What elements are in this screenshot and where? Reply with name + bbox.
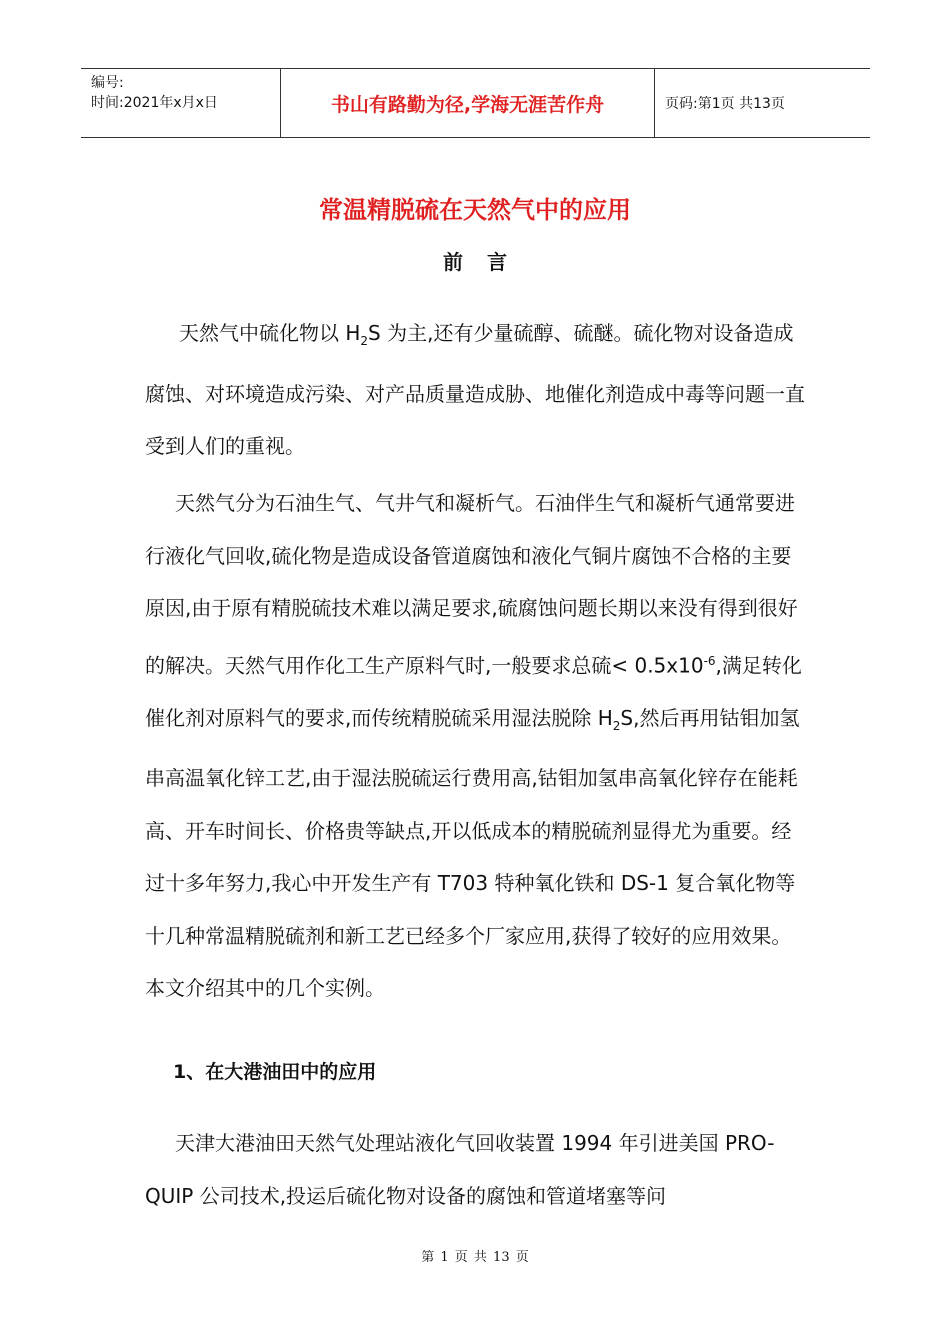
paragraph-3: 天津大港油田天然气处理站液化气回收装置 1994 年引进美国 PRO-QUIP 公司技术,投运后硫化物对设备的腐蚀和管道堵塞等问 (145, 1131, 775, 1208)
document-title: 常温精脱硫在天然气中的应用 (319, 196, 631, 224)
header-page-info: 页码:第1页 共13页 (665, 96, 785, 112)
page-header (81, 68, 870, 138)
number-label: 编号: (91, 75, 124, 91)
header-motto: 书山有路勤为径,学海无涯苦作舟 (281, 69, 655, 137)
date-label: 时间:2021年x月x日 (91, 95, 218, 111)
section-heading-1: 1、在大港油田中的应用 (173, 1061, 377, 1083)
header-meta (81, 69, 281, 137)
document-subtitle: 前言 (443, 250, 531, 274)
paragraph-1: 天然气中硫化物以 $H_2S$ 为主,还有少量硫醇、硫醚。硫化物对设备造成腐蚀、对环境造成污染、对产品质量造成胁、地催化剂造成中毒等问题一直受到人们的重视。 (145, 321, 805, 458)
paragraph-2: 天然气分为石油生气、气井气和凝析气。石油伴生气和凝析气通常要进行液化气回收,硫化物是造成设备管道腐蚀和液化气铜片腐蚀不合格的主要原因,由于原有精脱硫技术难以满足要求,硫腐蚀问题长期以来没有得到很好的解决。天然气用作化工生产原料气时,一般要求总硫< $0.5x10^{-6}$,满足转化催化剂对原料气的要求,而传统精脱硫采用湿法脱除 $H_2S$,然后再用钴钼加氢串高温氧化锌工艺,由于湿法脱硫运行费用高,钴钼加氢串高氧化锌存在能耗高、开车时间长、价格贵等缺点,开以低成本的精脱硫剂显得尤为重要。经过十多年努力,我心中开发生产有 T703 特种氧化铁和 DS-1 复合氧化物等十几种常温精脱硫剂和新工艺已经多个厂家应用,获得了较好的应用效果。本文介绍其中的几个实例。 (145, 491, 802, 1001)
page-footer: 第 1 页 共 13 页 (421, 1250, 529, 1265)
